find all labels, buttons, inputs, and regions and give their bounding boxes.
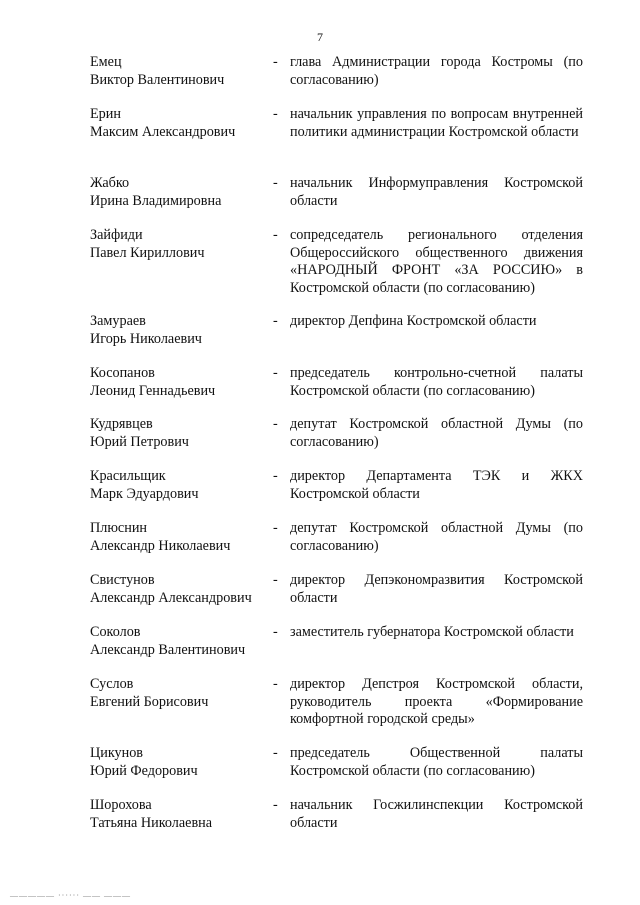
member-given-names: Евгений Борисович [90, 693, 209, 710]
separator-dash: - [273, 365, 278, 381]
member-position: председатель контрольно-счетной палаты Костромской области (по согласованию) [290, 365, 583, 399]
member-position: начальник Информуправления Костромской области [290, 175, 583, 209]
member-position: директор Депстроя Костромской области, руководитель проекта «Формирование комфортной городской среды» [290, 676, 583, 728]
separator-dash: - [273, 313, 278, 329]
separator-dash: - [273, 227, 278, 243]
separator-dash: - [273, 676, 278, 692]
member-position: глава Администрации города Костромы (по согласованию) [290, 54, 583, 88]
member-given-names: Марк Эдуардович [90, 485, 199, 502]
separator-dash: - [273, 54, 278, 70]
member-surname: Плюснин [90, 520, 147, 536]
separator-dash: - [273, 520, 278, 536]
member-given-names: Юрий Петрович [90, 433, 189, 450]
separator-dash: - [273, 572, 278, 588]
member-surname: Емец [90, 54, 122, 70]
member-position: депутат Костромской областной Думы (по согласованию) [290, 416, 583, 450]
member-position: директор Департамента ТЭК и ЖКХ Костромской области [290, 468, 583, 502]
separator-dash: - [273, 106, 278, 122]
member-surname: Свистунов [90, 572, 155, 588]
member-position: начальник Госжилинспекции Костромской области [290, 797, 583, 831]
member-position: председатель Общественной палаты Костромской области (по согласованию) [290, 745, 583, 779]
member-position: заместитель губернатора Костромской области [290, 624, 574, 640]
member-surname: Зайфиди [90, 227, 143, 243]
member-name [90, 624, 270, 659]
member-surname: Ерин [90, 106, 121, 122]
member-surname: Жабко [90, 175, 130, 191]
member-name [90, 54, 270, 89]
member-given-names: Юрий Федорович [90, 762, 198, 779]
member-given-names: Татьяна Николаевна [90, 814, 213, 831]
member-name [90, 520, 270, 555]
member-given-names: Игорь Николаевич [90, 330, 202, 347]
member-name [90, 175, 270, 210]
member-name [90, 416, 270, 451]
member-position: сопредседатель регионального отделения Общероссийского общественного движения «НАРОДНЫЙ ФРОНТ «ЗА РОССИЮ» в Костромской области (по согласованию) [290, 227, 583, 296]
member-name [90, 572, 270, 607]
member-surname: Соколов [90, 624, 141, 640]
member-position: начальник управления по вопросам внутренней политики администрации Костромской области [290, 106, 583, 140]
member-surname: Красильщик [90, 468, 166, 484]
member-surname: Замураев [90, 313, 146, 329]
member-given-names: Леонид Геннадьевич [90, 382, 216, 399]
member-surname: Косопанов [90, 365, 155, 381]
member-position: директор Депэкономразвития Костромской области [290, 572, 583, 606]
member-given-names: Александр Николаевич [90, 537, 231, 554]
separator-dash: - [273, 745, 278, 761]
member-position: депутат Костромской областной Думы (по согласованию) [290, 520, 583, 554]
member-surname: Суслов [90, 676, 134, 692]
member-given-names: Ирина Владимировна [90, 192, 222, 209]
member-name [90, 797, 270, 832]
member-name [90, 365, 270, 400]
separator-dash: - [273, 468, 278, 484]
member-given-names: Виктор Валентинович [90, 71, 225, 88]
member-given-names: Александр Александрович [90, 589, 252, 606]
member-surname: Кудрявцев [90, 416, 153, 432]
page-number: 7 [317, 30, 323, 44]
footer-scan-mark: ————— ······ —— ——— [10, 891, 131, 900]
member-name [90, 745, 270, 780]
member-surname: Шорохова [90, 797, 152, 813]
separator-dash: - [273, 797, 278, 813]
separator-dash: - [273, 175, 278, 191]
member-position: директор Депфина Костромской области [290, 313, 537, 329]
member-name [90, 313, 270, 348]
member-name [90, 106, 270, 141]
member-name [90, 227, 270, 262]
member-given-names: Максим Александрович [90, 123, 236, 140]
member-given-names: Александр Валентинович [90, 641, 246, 658]
member-name [90, 676, 270, 711]
separator-dash: - [273, 624, 278, 640]
member-given-names: Павел Кириллович [90, 244, 205, 261]
separator-dash: - [273, 416, 278, 432]
member-name [90, 468, 270, 503]
member-surname: Цикунов [90, 745, 144, 761]
